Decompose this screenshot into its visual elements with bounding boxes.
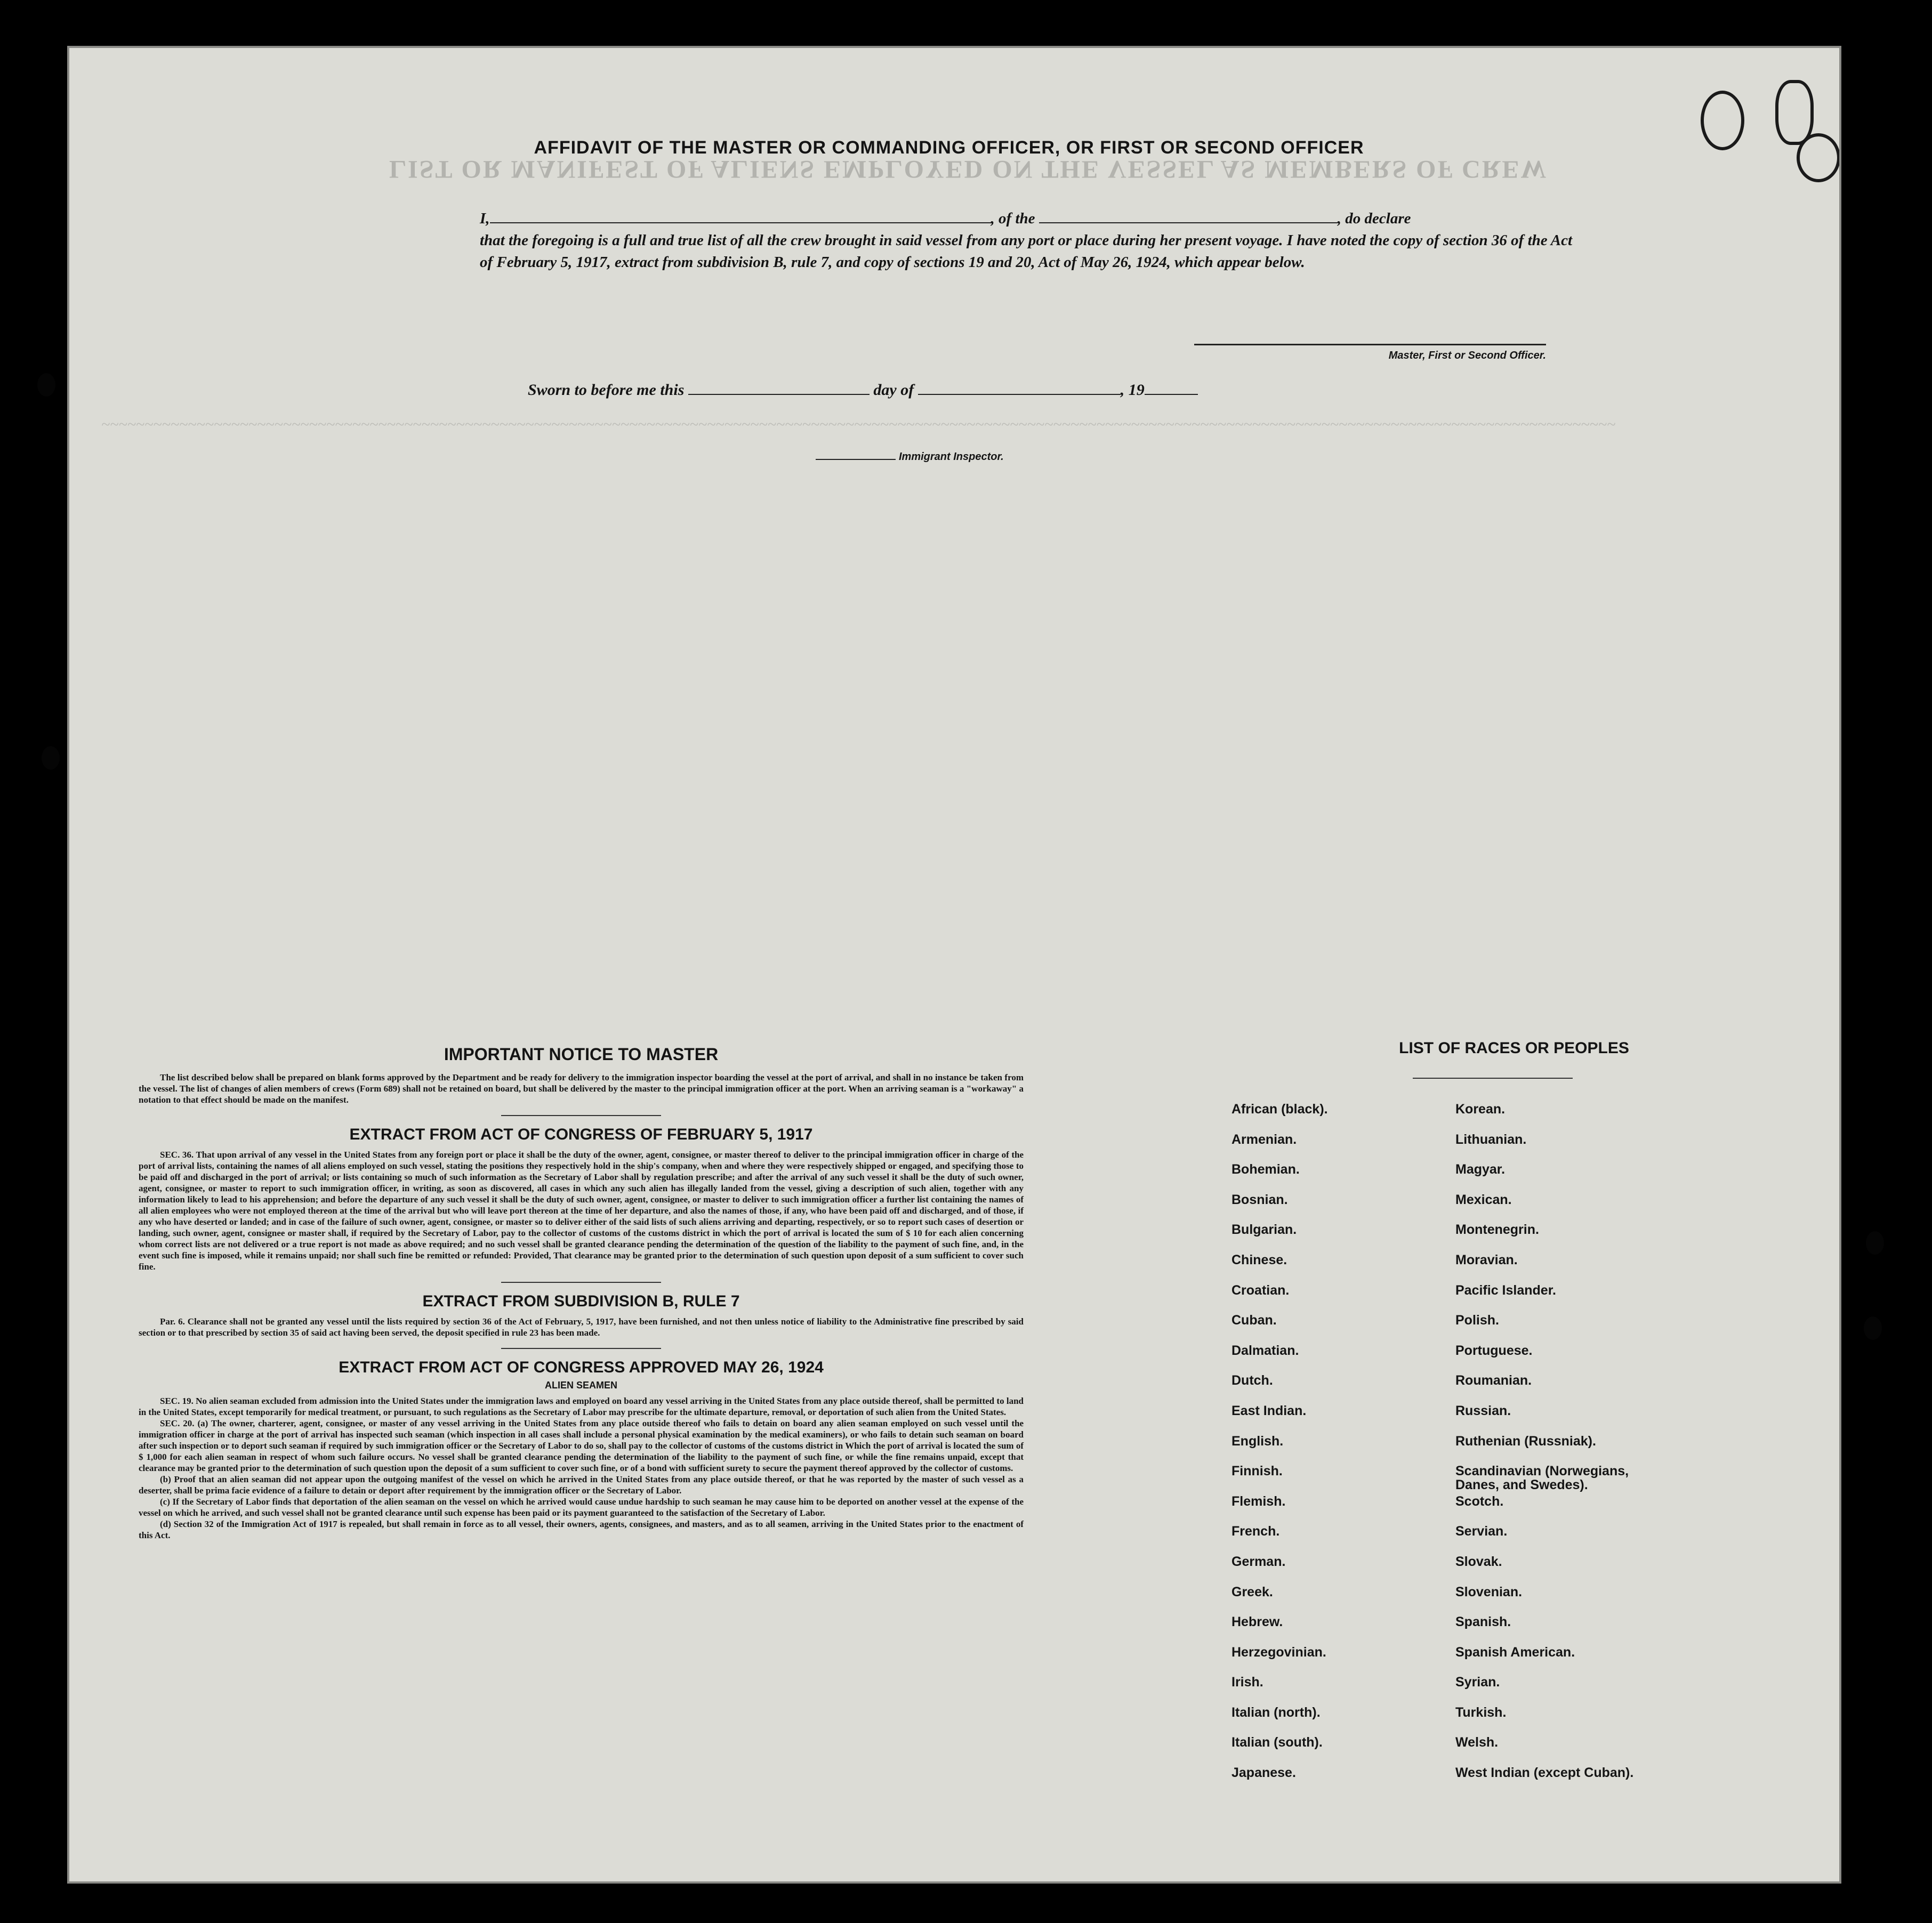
sec-20c-text: (c) If the Secretary of Labor finds that deportation of the alien seaman on the vessel on which he arrived would cause undue hardship to such seaman he may cause him to be deported on another vessel at the expense of the vessel on which he arrived, and such vessel shall not be granted clearance until such expense has been paid or its payment guaranteed to the satisfaction of the Secretary of Labor. bbox=[139, 1497, 1024, 1518]
race-item: Finnish. bbox=[1231, 1464, 1283, 1479]
handwritten-mark bbox=[1775, 80, 1814, 145]
race-item: Cuban. bbox=[1231, 1313, 1277, 1328]
race-item: Greek. bbox=[1231, 1584, 1273, 1599]
races-title: LIST OF RACES OR PEOPLES bbox=[1399, 1039, 1629, 1057]
signature-line[interactable]: Master, First or Second Officer. bbox=[1194, 344, 1546, 362]
document-sheet bbox=[69, 48, 1839, 1881]
extract-1917-title: EXTRACT FROM ACT OF CONGRESS OF FEBRUARY 5, 1917 bbox=[349, 1126, 813, 1143]
alien-seamen-subtitle: ALIEN SEAMEN bbox=[544, 1380, 617, 1391]
race-item: Bosnian. bbox=[1231, 1192, 1288, 1207]
binder-hole bbox=[1866, 1231, 1884, 1255]
sworn-year-blank[interactable] bbox=[1145, 382, 1198, 395]
vessel-blank[interactable] bbox=[1039, 211, 1338, 223]
race-item: Mexican. bbox=[1455, 1192, 1512, 1207]
race-item: Pacific Islander. bbox=[1455, 1282, 1556, 1298]
notice-title: IMPORTANT NOTICE TO MASTER bbox=[444, 1045, 719, 1064]
sworn-day-blank[interactable] bbox=[688, 382, 870, 395]
decl-of-the: , of the bbox=[991, 210, 1035, 227]
extract-rule7-title: EXTRACT FROM SUBDIVISION B, RULE 7 bbox=[422, 1292, 740, 1310]
sec-19-text: SEC. 19. No alien seaman excluded from admission into the United States under the immigration laws and employed on board any vessel arriving in the United States from any place outside thereof, shall be permitted to land in the United States, except temporarily for medical treatment, or pursuant, to such regulations as the Secretary of Labor may prescribe for the ultimate departure, removal, or deportation of such alien from the United States. bbox=[139, 1396, 1024, 1417]
inspector-blank[interactable] bbox=[816, 450, 896, 460]
inspector-label: Immigrant Inspector. bbox=[899, 451, 1004, 463]
sworn-year-label: , 19 bbox=[1120, 381, 1145, 399]
race-item: Italian (south). bbox=[1231, 1735, 1323, 1750]
race-item: Polish. bbox=[1455, 1313, 1499, 1328]
declaration-text bbox=[480, 208, 1589, 273]
race-item: Servian. bbox=[1455, 1524, 1508, 1539]
race-item: Bohemian. bbox=[1231, 1162, 1300, 1177]
divider bbox=[501, 1282, 661, 1283]
race-item: Chinese. bbox=[1231, 1252, 1287, 1267]
race-item: West Indian (except Cuban). bbox=[1455, 1765, 1634, 1781]
race-item: African (black). bbox=[1231, 1102, 1328, 1117]
sec-20d-text: (d) Section 32 of the Immigration Act of 1917 is repealed, but shall remain in force as to all vessel, their owners, agents, consignees, and masters, and as to all seamen, arriving in the United States prior to the enactment of this Act. bbox=[139, 1519, 1024, 1540]
race-item: Magyar. bbox=[1455, 1162, 1506, 1177]
legal-extracts bbox=[139, 1045, 1024, 1541]
race-item: Lithuanian. bbox=[1455, 1132, 1527, 1147]
race-item: Scandinavian (Norwegians, Danes, and Swedes). bbox=[1455, 1464, 1629, 1493]
sworn-month-blank[interactable] bbox=[918, 382, 1121, 395]
race-item: East Indian. bbox=[1231, 1403, 1307, 1418]
race-item: Spanish. bbox=[1455, 1614, 1511, 1630]
race-item: Syrian. bbox=[1455, 1675, 1500, 1690]
race-item: Armenian. bbox=[1231, 1132, 1297, 1147]
divider bbox=[1413, 1078, 1573, 1079]
race-item: Dalmatian. bbox=[1231, 1343, 1299, 1358]
handwritten-mark bbox=[1701, 91, 1744, 150]
sec-20b-text: (b) Proof that an alien seaman did not appear upon the outgoing manifest of the vessel on which he arrived in the United States from any place outside thereof, or that he was reported by the master of such vessel as a deserter, shall be prima facie evidence of a failure to detain or deport after requirement by the immigration officer or the Secretary of Labor. bbox=[139, 1474, 1024, 1496]
handwritten-mark bbox=[1797, 133, 1839, 182]
race-item: Flemish. bbox=[1231, 1493, 1286, 1509]
race-item: Moravian. bbox=[1455, 1252, 1518, 1267]
race-item: Dutch. bbox=[1231, 1373, 1273, 1388]
race-item: Bulgarian. bbox=[1231, 1222, 1297, 1238]
binder-hole bbox=[37, 373, 55, 397]
sworn-prefix: Sworn to before me this bbox=[528, 381, 685, 399]
binder-hole bbox=[1864, 1316, 1882, 1340]
race-item: English. bbox=[1231, 1433, 1284, 1449]
race-item: French. bbox=[1231, 1524, 1280, 1539]
race-item: Irish. bbox=[1231, 1675, 1263, 1690]
inspector-line bbox=[816, 450, 1004, 463]
bleed-through-row: ~~~~~~~~~~~~~~~~~~~~~~~~~~~~~~~~~~~~~~~~~~~~~~~~~~~~~~~~~~~~~~~~~~~~~~~~~~~~~~~~~~~~~~~~~~~~~~~~~~~~~~~~~~~~~~~~~~~~~~~~~~~~~~~~~~~~~~~~~~~~~~~~~~~~~~~~~~~~~~~~~~~~~~~~~~~~~~~ bbox=[101, 416, 1616, 433]
decl-i: I, bbox=[480, 210, 490, 227]
race-item: Spanish American. bbox=[1455, 1644, 1575, 1660]
race-item: Portuguese. bbox=[1455, 1343, 1533, 1358]
divider bbox=[501, 1115, 661, 1116]
race-item: Turkish. bbox=[1455, 1704, 1507, 1720]
sec-20a-text: SEC. 20. (a) The owner, charterer, agent, consignee, or master of any vessel arriving in the United States from any place outside thereof who fails to detain on board any alien seaman employed on such vessel until the immigration officer in charge at the port of arrival has inspected such seaman (which inspection in all cases shall include a personal physical examination by the medical examiners), or who fails to detain such seaman on board after such inspection or to deport such seaman if required by such immigration officer or the Secretary of Labor to do so, shall pay to the collector of customs of the customs district in Which the port of arrival is located the sum of $ 1,000 for each alien seaman in respect of whom such failure occurs. No vessel shall be granted clearance pending the determination of the liability to the payment of such fine, or while the fine remains unpaid, except that clearance may be granted prior to the determination of such question upon the deposit of a sum sufficient to cover such fine, or of a bond with sufficient surety to secure the payment thereof approved by the collector of customs. bbox=[139, 1418, 1024, 1473]
race-item: German. bbox=[1231, 1554, 1286, 1569]
race-item: Scotch. bbox=[1455, 1493, 1504, 1509]
declaration-body: that the foregoing is a full and true list of all the crew brought in said vessel from any port or place during her present voyage. I have noted the copy of section 36 of the Act of February 5, 1917, extract from subdivision B, rule 7, and copy of sections 19 and 20, Act of May 26, 1924, which appear below. bbox=[480, 232, 1573, 271]
race-item: Slovenian. bbox=[1455, 1584, 1523, 1599]
par-6-text: Par. 6. Clearance shall not be granted any vessel until the lists required by section 36 of the Act of February, 5, 1917, have been furnished, and not then unless notice of liability to the Administrative fine prescribed by said section or to that prescribed by section 35 of said act having been served, the deposit specified in rule 23 has been made. bbox=[139, 1316, 1024, 1338]
name-blank[interactable] bbox=[490, 211, 991, 223]
race-item: Russian. bbox=[1455, 1403, 1511, 1418]
race-item: Roumanian. bbox=[1455, 1373, 1532, 1388]
notice-body: The list described below shall be prepared on blank forms approved by the Department and be ready for delivery to the immigration inspector boarding the vessel at the port of arrival, and shall in no instance be taken from the vessel. The list of changes of alien members of crews (Form 689) shall not be retained on board, but shall be delivered by the master to the principal immigration officer at the port. When an arriving seaman is a "workaway" a notation to that effect should be made on the manifest. bbox=[139, 1072, 1024, 1105]
sworn-line bbox=[528, 381, 1198, 399]
sworn-day-label: day of bbox=[873, 381, 914, 399]
race-item: Slovak. bbox=[1455, 1554, 1502, 1569]
affidavit-title: AFFIDAVIT OF THE MASTER OR COMMANDING OFFICER, OR FIRST OR SECOND OFFICER bbox=[534, 138, 1364, 158]
sec-36-text: SEC. 36. That upon arrival of any vessel in the United States from any foreign port or place it shall be the duty of the owner, agent, consignee, or master thereof to deliver to the principal immigration officer in charge of the port of arrival lists, containing the names of all aliens employed on such vessel, stating the positions they respectively hold in the ship's company, when and where they were respectively shipped or engaged, and specifying those to be paid off and discharged in the port of arrival; or lists containing so much of such information as the Secretary of Labor shall by regulation prescribe; and after the arrival of any such vessel it shall be the duty of such owner, agent, consignee, or master to report to such immigration officer, in writing, as soon as discovered, all cases in which any such alien has illegally landed from the vessel, giving a description of such alien, together with any information likely to lead to his apprehension; and before the departure of any such vessel it shall be the duty of such owner, agent, consignee, or master to deliver to such immigration officer a further list containing the names of all alien employees who were not employed thereon at the time of the arrival but who will leave port thereon at the time of her departure, and also the names of those, if any, who have been paid off and discharged, and of those, if any who have deserted or landed; and in case of the failure of such owner, agent, consignee, or master so to deliver either of the said lists of such aliens arriving and departing, respectively, or so to report such cases of desertion or landing, such owner, agent, consignee or master shall, if required by the Secretary of Labor, pay to the collector of customs of the customs district in which the port of arrival is located the sum of $ 10 for each alien concerning whom correct lists are not delivered or a true report is not made as above required; and no such vessel shall be granted clearance pending the determination of the question of the liability to the payment of such fine, and, in the event such fine is imposed, while it remains unpaid; nor shall such fine be remitted or refunded: Provided, That clearance may be granted prior to the determination of such question upon deposit of a sum sufficient to cover such fine. bbox=[139, 1150, 1024, 1272]
divider bbox=[501, 1348, 661, 1349]
races-list bbox=[1231, 1102, 1765, 1796]
bleed-through-title: LIST OR MANIFEST OF ALIENS EMPLOYED ON THE VESSEL AS MEMBERS OF CREW bbox=[389, 155, 1548, 183]
race-item: Japanese. bbox=[1231, 1765, 1296, 1781]
race-item: Montenegrin. bbox=[1455, 1222, 1539, 1238]
race-item: Korean. bbox=[1455, 1102, 1506, 1117]
race-item: Ruthenian (Russniak). bbox=[1455, 1433, 1596, 1449]
race-item: Croatian. bbox=[1231, 1282, 1290, 1298]
race-item: Herzegovinian. bbox=[1231, 1644, 1326, 1660]
extract-1924-title: EXTRACT FROM ACT OF CONGRESS APPROVED MAY 26, 1924 bbox=[339, 1359, 824, 1376]
race-item: Welsh. bbox=[1455, 1735, 1499, 1750]
race-item: Hebrew. bbox=[1231, 1614, 1283, 1630]
binder-hole bbox=[42, 746, 60, 770]
race-item: Italian (north). bbox=[1231, 1704, 1321, 1720]
decl-do-declare: , do declare bbox=[1337, 210, 1411, 227]
